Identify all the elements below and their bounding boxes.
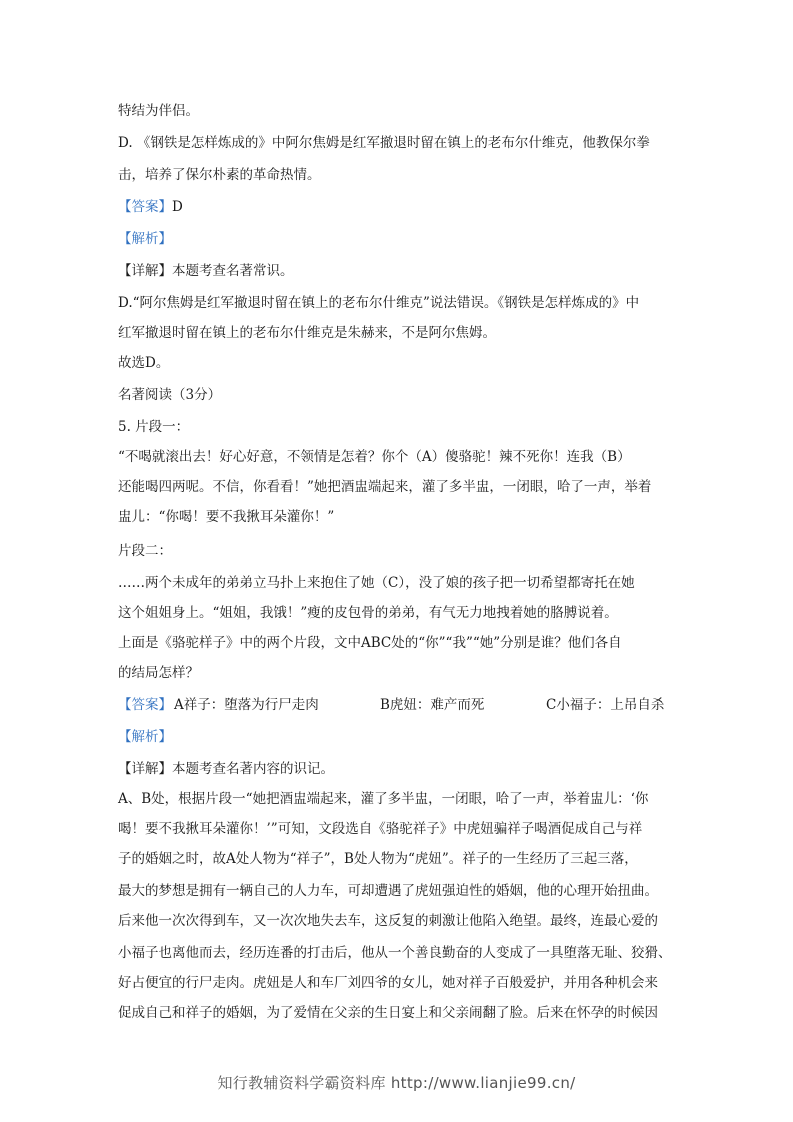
question-5-line-2: 的结局怎样？ <box>118 665 199 681</box>
passage-1-line-1: “不喝就滚出去！好心好意，不领情是怎着？你个（A）傻骆驼！辣不死你！连我（B） <box>118 449 631 465</box>
section-heading: 名著阅读（3分） <box>118 387 222 403</box>
answer-tag: 【答案】 <box>118 199 172 215</box>
answer-tag: 【答案】 <box>118 697 172 713</box>
footer-watermark: 知行教辅资料学霸资料库 http://www.lianjie99.cn/ <box>217 1074 576 1092</box>
answer-c: C小福子：上吊自杀 <box>546 697 665 713</box>
explanation-line: 最大的梦想是拥有一辆自己的人力车，可却遭遇了虎妞强迫性的婚姻，他的心理开始扭曲。 <box>118 883 658 899</box>
explanation-line: 促成自己和祥子的婚姻，为了爱情在父亲的生日宴上和父亲闹翻了脸。后来在怀孕的时候因 <box>118 1005 658 1021</box>
answer-4 <box>118 198 678 216</box>
explanation-line-1: D.“阿尔焦姆是红军撤退时留在镇上的老布尔什维克”说法错误。《钢铁是怎样炼成的》中 <box>118 295 640 311</box>
explanation-line-2: 红军撤退时留在镇上的老布尔什维克是朱赫来，不是阿尔焦姆。 <box>118 325 496 341</box>
question-5-line-1: 上面是《骆驼样子》中的两个片段，文中ABC处的“你”“我”“她”分别是谁？他们各自 <box>118 635 622 651</box>
answer-a: A祥子：堕落为行尸走肉 <box>174 697 319 713</box>
passage-1-line-2: 还能喝四两呢。不信，你看看！”她把酒盅端起来，灌了多半盅，一闭眼，哈了一声，举着 <box>118 479 652 495</box>
explanation-line: A、B处，根据片段一“她把酒盅端起来，灌了多半盅，一闭眼，哈了一声，举着盅儿：‘你 <box>118 791 649 807</box>
detail-line: 【详解】本题考查名著内容的识记。 <box>118 761 334 777</box>
answer-5-row <box>118 696 678 714</box>
explanation-line: 喝！要不我揪耳朵灌你！’”可知，文段选自《骆驼祥子》中虎妞骗祥子喝酒促成自己与祥 <box>118 821 643 837</box>
text-line: 特结为伴侣。 <box>118 103 199 119</box>
passage-1-line-3: 盅儿：“你喝！要不我揪耳朵灌你！” <box>118 509 335 525</box>
option-d-line-2: 击，培养了保尔朴素的革命热情。 <box>118 167 321 183</box>
passage-2-line-2: 这个姐姐身上。“姐姐，我饿！”瘦的皮包骨的弟弟，有气无力地拽着她的胳膊说着。 <box>118 605 618 621</box>
passage-2-heading: 片段二： <box>118 543 172 559</box>
analysis-tag: 【解析】 <box>118 729 172 745</box>
analysis-tag: 【解析】 <box>118 231 172 247</box>
explanation-line: 好占便宜的行尸走肉。虎妞是人和车厂刘四爷的女儿，她对祥子百般爱护，并用各种机会来 <box>118 975 658 991</box>
answer-value: D <box>172 199 183 215</box>
passage-2-line-1: ……两个未成年的弟弟立马扑上来抱住了她（C），没了娘的孩子把一切希望都寄托在她 <box>118 575 635 591</box>
explanation-line: 小福子也离他而去，经历连番的打击后，他从一个善良勤奋的人变成了一具堕落无耻、狡猾、 <box>118 945 672 961</box>
question-5-heading: 5. 片段一： <box>118 419 190 435</box>
answer-b: B虎妞：难产而死 <box>380 697 485 713</box>
choice-line: 故选D。 <box>118 355 170 371</box>
detail-line: 【详解】本题考查名著常识。 <box>118 263 294 279</box>
explanation-line: 后来他一次次得到车，又一次次地失去车，这反复的刺激让他陷入绝望。最终，连最心爱的 <box>118 913 658 929</box>
explanation-line: 子的婚姻之时，故A处人物为“祥子”，B处人物为“虎妞”。祥子的一生经历了三起三落， <box>118 851 638 867</box>
option-d-line-1: D. 《钢铁是怎样炼成的》中阿尔焦姆是红军撤退时留在镇上的老布尔什维克，他教保尔拳 <box>118 135 650 151</box>
